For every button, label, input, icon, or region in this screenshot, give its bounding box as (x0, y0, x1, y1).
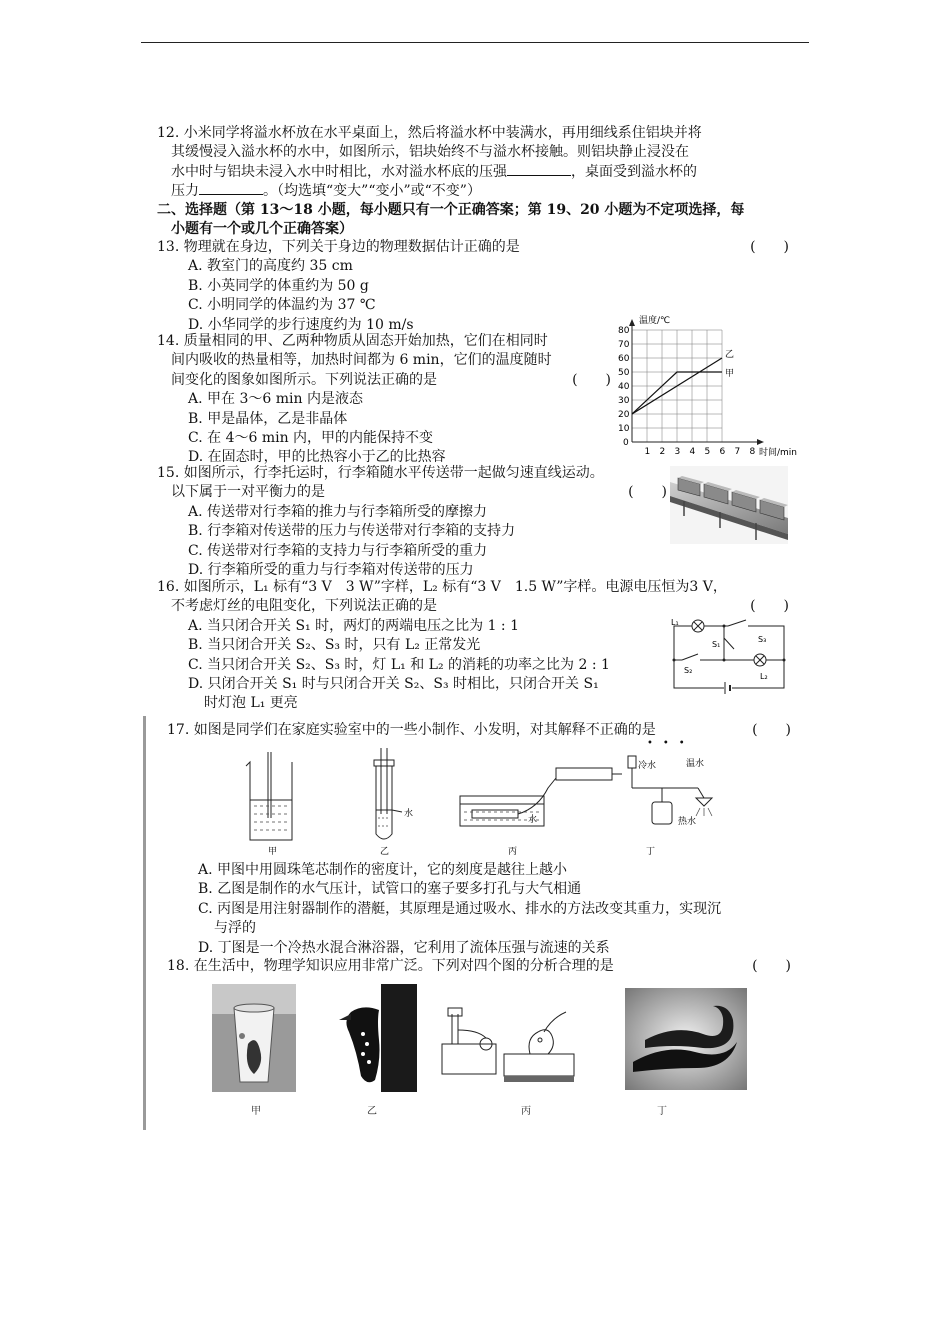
q18-fig-c: 丙 (521, 1106, 531, 1117)
q12-line-4-text: 压力 (171, 183, 199, 200)
series-label: 甲 (725, 369, 735, 379)
q13-option-b: B. 小英同学的体重约为 50 g (188, 277, 369, 294)
x-tick-label: 8 (749, 447, 756, 457)
q14-stem-2: 间内吸收的热量相等，加热时间都为 6 min，它们的温度随时 (171, 352, 552, 369)
x-tick-label: 2 (659, 447, 666, 457)
q18-stem: 18. 在生活中，物理学知识应用非常广泛。下列对四个图的分析合理的是 (167, 958, 614, 974)
q12-line-3 (157, 163, 797, 182)
circuit-diagram (668, 616, 790, 694)
q16-option-d: D. 只闭合开关 S₁ 时与只闭合开关 S₂、S₃ 时相比，只闭合开关 S₁ (188, 676, 599, 693)
q17-fig-d: 丁 (646, 847, 656, 857)
q16-option-a: A. 当只闭合开关 S₁ 时，两灯的两端电压之比为 1 : 1 (188, 617, 519, 634)
emphasis-dots: ••• (647, 738, 695, 749)
q12-line-1: 12. 小米同学将溢水杯放在水平桌面上，然后将溢水杯中装满水，再用细线系住铝块并将 (157, 125, 702, 141)
q18-fig-b: 乙 (367, 1106, 377, 1117)
q18-fig-a: 甲 (251, 1106, 261, 1117)
question-12 (157, 124, 797, 202)
y-axis-arrow (629, 319, 635, 326)
x-tick-label: 6 (719, 447, 726, 457)
q14-option-a: A. 甲在 3～6 min 内是液态 (188, 391, 363, 408)
q17-fig-a: 甲 (268, 847, 278, 857)
conveyor-belt-photo (670, 466, 788, 544)
q13-option-d: D. 小华同学的步行速度约为 10 m/s (188, 316, 414, 333)
q13-option-c: C. 小明同学的体温约为 37 ℃ (188, 297, 376, 314)
x-tick-label: 4 (689, 447, 696, 457)
y-tick-label: 70 (618, 340, 630, 350)
label-s3: S₃ (758, 635, 767, 644)
q16-answer-paren[interactable]: ( ) (750, 598, 789, 615)
q12-line-2: 其缓慢浸入溢水杯的水中，如图所示，铝块始终不与溢水杯接触。则铝块静止浸没在 (171, 144, 689, 161)
x-tick-label: 7 (734, 447, 741, 457)
chart-x-axis-label: 时间/min (759, 448, 798, 458)
q17-label-water-b: 水 (404, 809, 414, 819)
label-l1: L₁ (671, 618, 679, 627)
q15-option-b: B. 行李箱对传送带的压力与传送带对行李箱的支持力 (188, 523, 516, 540)
label-s1: S₁ (712, 640, 721, 649)
label-s2: S₂ (684, 666, 693, 675)
q12-line-3-tail: ，桌面受到溢水杯的 (571, 163, 697, 180)
y-tick-label: 20 (618, 410, 630, 420)
q15-answer-paren[interactable]: ( ) (628, 484, 667, 501)
header-rule (141, 42, 809, 43)
y-tick-label: 60 (618, 354, 630, 364)
temperature-time-chart (612, 316, 798, 462)
q16-stem-2: 不考虑灯丝的电阻变化，下列说法正确的是 (171, 598, 437, 615)
q17-label-warm: 温水 (686, 759, 705, 769)
q14-stem-1: 14. 质量相同的甲、乙两种物质从固态开始加热，它们在相同时 (157, 333, 548, 349)
q17-option-a: A. 甲图中用圆珠笔芯制作的密度计，它的刻度是越往上越小 (198, 862, 568, 878)
photo-a-cup (212, 984, 296, 1092)
y-tick-label: 50 (618, 368, 630, 378)
photo-d-eel (625, 988, 747, 1090)
section-2-line-1: 二、选择题（第 13～18 小题，每小题只有一个正确答案；第 19、20 小题为不定项选择，每 (157, 202, 745, 218)
q17-fig-c: 丙 (508, 847, 518, 857)
label-l2: L₂ (760, 672, 768, 681)
q16-option-c: C. 当只闭合开关 S₂、S₃ 时，灯 L₁ 和 L₂ 的消耗的功率之比为 2 : 1 (188, 656, 610, 673)
x-axis-arrow (757, 439, 764, 445)
q15-option-a: A. 传送带对行李箱的推力与行李箱所受的摩擦力 (188, 503, 488, 520)
margin-bar (143, 716, 146, 1130)
q14-stem-3: 间变化的图象如图所示。下列说法正确的是 (171, 371, 437, 388)
q13-stem: 13. 物理就在身边，下列关于身边的物理数据估计正确的是 (157, 239, 520, 255)
q17-option-b: B. 乙图是制作的水气压计，试管口的塞子要多打孔与大气相通 (198, 881, 582, 898)
q12-blank-2[interactable] (199, 182, 263, 195)
chart-y-axis-label: 温度/℃ (639, 316, 671, 326)
q15-stem-2: 以下属于一对平衡力的是 (171, 484, 325, 501)
q14-option-b: B. 甲是晶体，乙是非晶体 (188, 410, 348, 427)
x-tick-label: 3 (674, 447, 681, 457)
q18-fig-d: 丁 (657, 1106, 667, 1117)
q14-option-d: D. 在固态时，甲的比热容小于乙的比热容 (188, 449, 446, 466)
y-tick-label: 0 (623, 438, 629, 448)
question-15 (157, 464, 667, 580)
question-17 (167, 721, 791, 740)
q13-answer-paren[interactable]: ( ) (750, 239, 789, 255)
question-14 (157, 332, 611, 468)
x-tick-label: 5 (704, 447, 711, 457)
q15-option-c: C. 传送带对行李箱的支持力与行李箱所受的重力 (188, 542, 488, 559)
q12-line-4-tail: 。（均选填“变大”“变小”或“不变”） (263, 183, 481, 200)
q12-blank-1[interactable] (507, 163, 571, 176)
q17-fig-b: 乙 (380, 847, 390, 857)
q14-answer-paren[interactable]: ( ) (572, 371, 611, 388)
y-tick-label: 40 (618, 382, 630, 392)
q18-answer-paren[interactable]: ( ) (752, 958, 791, 974)
q15-stem-1: 15. 如图所示，行李托运时，行李箱随水平传送带一起做匀速直线运动。 (157, 465, 604, 481)
q13-option-a: A. 教室门的高度约 35 cm (188, 258, 353, 275)
q12-line-3-text: 水中时与铝块未浸入水中时相比，水对溢水杯底的压强 (171, 163, 507, 180)
q16-stem-1: 16. 如图所示，L₁ 标有“3 V 3 W”字样，L₂ 标有“3 V 1.5 W”字样。电源电压恒为3 V， (157, 579, 727, 595)
photo-b-woodpecker (329, 984, 417, 1092)
section-2-line-2: 小题有一个或几个正确答案） (171, 221, 353, 238)
q17-label-water-c: 水 (528, 815, 538, 825)
q15-option-d: D. 行李箱所受的重力与行李箱对传送带的压力 (188, 562, 474, 579)
q17-option-c: C. 丙图是用注射器制作的潜艇，其原理是通过吸水、排水的方法改变其重力，实现沉 (198, 900, 722, 917)
question-17-options (167, 861, 791, 958)
q16-option-d-cont: 时灯泡 L₁ 更亮 (204, 695, 298, 712)
q14-option-c: C. 在 4～6 min 内，甲的内能保持不变 (188, 430, 434, 447)
y-tick-label: 10 (618, 424, 630, 434)
section-2-heading (157, 201, 797, 240)
x-tick-label: 1 (644, 447, 651, 457)
q17-answer-paren[interactable]: ( ) (752, 722, 791, 738)
q17-option-d: D. 丁图是一个冷热水混合淋浴器，它利用了流体压强与流速的关系 (198, 939, 610, 956)
y-tick-label: 30 (618, 396, 630, 406)
q17-option-c-cont: 与浮的 (214, 920, 256, 937)
series-label: 乙 (725, 350, 735, 360)
q17-figures (238, 748, 728, 860)
question-18 (167, 957, 791, 976)
photo-c-drawing (438, 1000, 578, 1086)
q16-option-b: B. 当只闭合开关 S₂、S₃ 时，只有 L₂ 正常发光 (188, 637, 481, 654)
q17-stem: 17. 如图是同学们在家庭实验室中的一些小制作、小发明，对其解释不正确的是 (167, 722, 656, 738)
y-tick-label: 80 (618, 326, 630, 336)
q17-label-hot: 热水 (678, 817, 697, 827)
q12-line-4 (157, 182, 797, 201)
q17-label-cold: 冷水 (638, 761, 657, 771)
